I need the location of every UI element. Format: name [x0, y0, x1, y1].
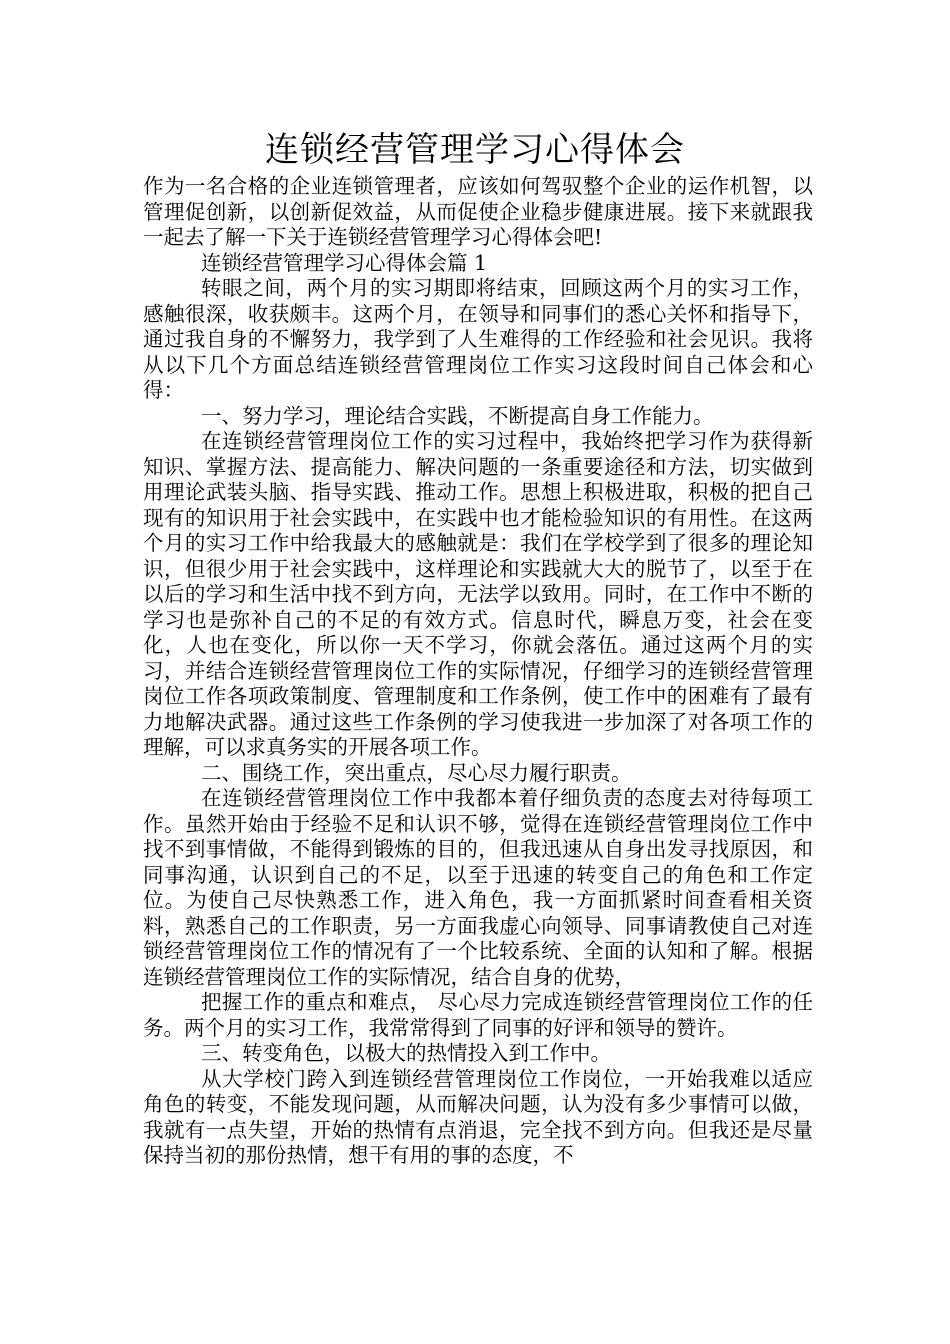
- document-title: 连锁经营管理学习心得体会: [265, 130, 685, 170]
- body-paragraph: 把握工作的重点和难点， 尽心尽力完成连锁经营管理岗位工作的任务。两个月的实习工作，我常常得到了同事的好评和领导的赞许。: [143, 990, 813, 1040]
- intro-paragraph: 作为一名合格的企业连锁管理者，应该如何驾驭整个企业的运作机智，以管理促创新，以创新促效益，从而促使企业稳步健康进展。接下来就跟我一起去了解一下关于连锁经营管理学习心得体会吧!: [143, 174, 813, 249]
- body-paragraph: 转眼之间，两个月的实习期即将结束，回顾这两个月的实习工作，感触很深，收获颇丰。这两个月，在领导和同事们的悉心关怀和指导下，通过我自身的不懈努力，我学到了人生难得的工作经验和社会见识。我将从以下几个方面总结连锁经营管理岗位工作实习这段时间自己体会和心得：: [143, 276, 813, 402]
- body-paragraph: 在连锁经营管理岗位工作中我都本着仔细负责的态度去对待每项工作。虽然开始由于经验不足和认识不够，觉得在连锁经营管理岗位工作中找不到事情做，不能得到锻炼的目的，但我迅速从自身出发寻找原因，和同事沟通，认识到自己的不足，以至于迅速的转变自己的角色和工作定位。为使自己尽快熟悉工作，进入角色，我一方面抓紧时间查看相关资料，熟悉自己的工作职责，另一方面我虚心向领导、同事请教使自己对连锁经营管理岗位工作的情况有了一个比较系统、全面的认知和了解。根据连锁经营管理岗位工作的实际情况，结合自身的优势，: [143, 786, 813, 989]
- body-paragraph: 在连锁经营管理岗位工作的实习过程中，我始终把学习作为获得新知识、掌握方法、提高能力、解决问题的一条重要途径和方法，切实做到用理论武装头脑、指导实践、推动工作。思想上积极进取，积极的把自己现有的知识用于社会实践中，在实践中也才能检验知识的有用性。在这两个月的实习工作中给我最大的感触就是：我们在学校学到了很多的理论知识，但很少用于社会实践中，这样理论和实践就大大的脱节了，以至于在以后的学习和生活中找不到方向，无法学以致用。同时，在工作中不断的学习也是弥补自己的不足的有效方式。信息时代，瞬息万变，社会在变化，人也在变化，所以你一天不学习，你就会落伍。通过这两个月的实习，并结合连锁经营管理岗位工作的实际情况，仔细学习的连锁经营管理岗位工作各项政策制度、管理制度和工作条例，使工作中的困难有了最有力地解决武器。通过这些工作条例的学习使我进一步加深了对各项工作的理解，可以求真务实的开展各项工作。: [143, 429, 813, 759]
- subsection-heading: 一、努力学习，理论结合实践，不断提高自身工作能力。: [201, 403, 714, 428]
- section-heading: 连锁经营管理学习心得体会篇 1: [201, 250, 488, 275]
- subsection-heading: 二、围绕工作，突出重点，尽心尽力履行职责。: [201, 760, 632, 785]
- subsection-heading: 三、转变角色，以极大的热情投入到工作中。: [201, 1041, 611, 1065]
- body-paragraph: 从大学校门跨入到连锁经营管理岗位工作岗位，一开始我难以适应角色的转变，不能发现问题，从而解决问题，认为没有多少事情可以做，我就有一点失望，开始的热情有点消退，完全找不到方向。但我还是尽量保持当初的那份热情，想干有用的事的态度，不: [143, 1066, 813, 1167]
- document-body: [143, 174, 813, 1169]
